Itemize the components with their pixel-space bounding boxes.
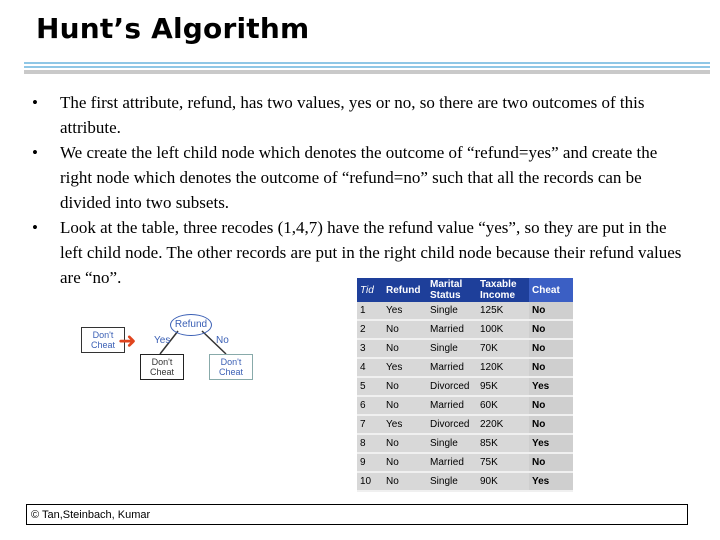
table-cell: 4: [357, 358, 383, 377]
table-body: [357, 302, 573, 491]
table-cell: No: [383, 472, 427, 491]
table-row: [357, 434, 573, 453]
table-cell: 5: [357, 377, 383, 396]
table-cell: 60K: [477, 396, 529, 415]
column-header: Refund: [383, 278, 427, 302]
table-cell: Married: [427, 358, 477, 377]
bullet-text: Look at the table, three recodes (1,4,7) have the refund value “yes”, so they are put in the left child node. The other records are put in the right child node because their refund values are “no”.: [60, 218, 682, 287]
training-records-table: [357, 278, 573, 492]
table-cell: No: [529, 358, 573, 377]
table-cell: 120K: [477, 358, 529, 377]
table-cell: Single: [427, 302, 477, 320]
table-cell: No: [529, 339, 573, 358]
table-row: [357, 377, 573, 396]
arrow-right-icon: ➜: [118, 329, 137, 354]
table-cell: Yes: [383, 302, 427, 320]
table-cell: Yes: [529, 377, 573, 396]
table-row: [357, 415, 573, 434]
table-cell: Single: [427, 472, 477, 491]
table-cell: No: [383, 396, 427, 415]
table-cell: Single: [427, 339, 477, 358]
table-cell: 85K: [477, 434, 529, 453]
table-cell: Yes: [383, 358, 427, 377]
table-cell: 95K: [477, 377, 529, 396]
bullet-icon: •: [32, 93, 38, 112]
child-yes-node: Don't Cheat: [140, 354, 184, 380]
table-cell: Divorced: [427, 415, 477, 434]
table-row: [357, 302, 573, 320]
table-row: [357, 453, 573, 472]
table-cell: 2: [357, 320, 383, 339]
bullet-text: We create the left child node which denotes the outcome of “refund=yes” and create the right node which denotes the outcome of “refund=no” such that all the records can be divided into two subsets.: [60, 143, 658, 212]
table-cell: 10: [357, 472, 383, 491]
table-cell: 9: [357, 453, 383, 472]
table-cell: 3: [357, 339, 383, 358]
table-cell: No: [383, 453, 427, 472]
table-cell: Married: [427, 396, 477, 415]
table-cell: 1: [357, 302, 383, 320]
table-cell: No: [529, 396, 573, 415]
table-cell: No: [529, 320, 573, 339]
edge-label-yes: Yes: [154, 335, 171, 346]
table-cell: No: [383, 320, 427, 339]
table-cell: 75K: [477, 453, 529, 472]
column-header: Taxable Income: [477, 278, 529, 302]
table-cell: 70K: [477, 339, 529, 358]
edge-label-no: No: [216, 335, 229, 346]
refund-root-node: Refund: [170, 314, 212, 336]
table-cell: No: [529, 415, 573, 434]
table-cell: 6: [357, 396, 383, 415]
table-cell: No: [383, 377, 427, 396]
table-cell: Yes: [529, 434, 573, 453]
slide-title: Hunt’s Algorithm: [36, 12, 310, 45]
child-no-node: Don't Cheat: [209, 354, 253, 380]
table-row: [357, 358, 573, 377]
table-cell: Yes: [383, 415, 427, 434]
table-cell: 90K: [477, 472, 529, 491]
table-cell: Married: [427, 320, 477, 339]
table-row: [357, 472, 573, 491]
table-cell: 100K: [477, 320, 529, 339]
table-cell: 7: [357, 415, 383, 434]
copyright-footer: © Tan,Steinbach, Kumar: [26, 504, 688, 525]
table-cell: No: [383, 339, 427, 358]
bullet-icon: •: [32, 218, 38, 237]
table-cell: 125K: [477, 302, 529, 320]
table-cell: Single: [427, 434, 477, 453]
table-cell: 8: [357, 434, 383, 453]
table-row: [357, 339, 573, 358]
leaf-dont-cheat-left: Don't Cheat: [81, 327, 125, 353]
table-cell: Yes: [529, 472, 573, 491]
table-cell: Divorced: [427, 377, 477, 396]
table-header-row: [357, 278, 573, 302]
table-row: [357, 396, 573, 415]
table-cell: No: [529, 453, 573, 472]
table-cell: 220K: [477, 415, 529, 434]
column-header: Marital Status: [427, 278, 477, 302]
table-cell: No: [383, 434, 427, 453]
column-header: Cheat: [529, 278, 573, 302]
table-cell: No: [529, 302, 573, 320]
bullet-icon: •: [32, 143, 38, 162]
table-row: [357, 320, 573, 339]
table-cell: Married: [427, 453, 477, 472]
column-header: Tid: [357, 278, 383, 302]
bullet-text: The first attribute, refund, has two values, yes or no, so there are two outcomes of this attribute.: [60, 93, 645, 137]
